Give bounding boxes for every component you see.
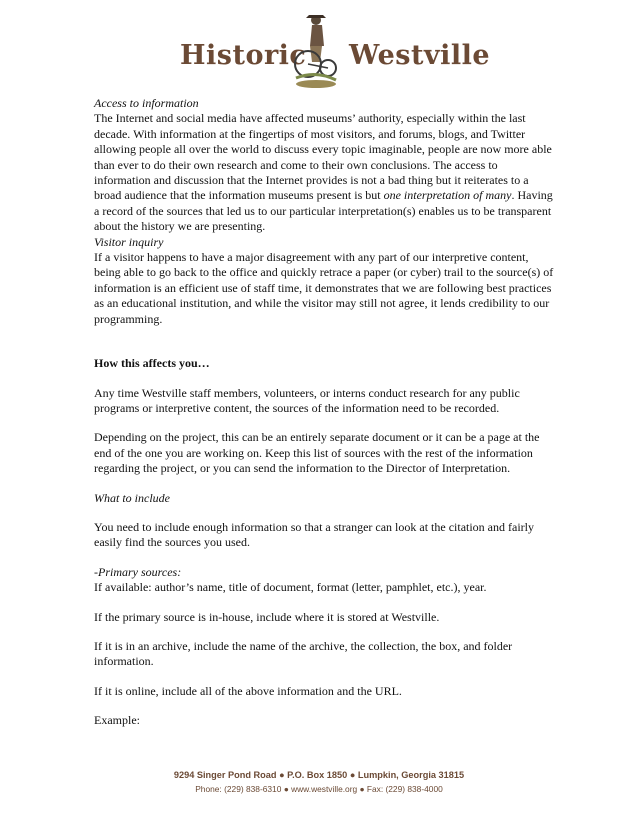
footer-contact: Phone: (229) 838-6310 ● www.westville.org ● Fax: (229) 838-4000 — [195, 784, 443, 794]
paragraph-if-available: If available: author’s name, title of document, format (letter, pamphlet, etc.), year. — [94, 580, 487, 595]
paragraph-depending: Depending on the project, this can be an entirely separate document or it can be a page at the end of the one you are working on. Keep this list of sources with the rest of the information regarding the project, or you can send the information to the Director of Interpretation. — [94, 430, 540, 476]
section-heading-visitor: Visitor inquiry — [94, 234, 164, 249]
paragraph-archive: If it is in an archive, include the name of the archive, the collection, the box, and folder information. — [94, 638, 513, 669]
rider-logo-icon — [286, 12, 346, 90]
document-body — [94, 96, 554, 729]
logo-text-left: Historic — [180, 40, 307, 71]
paragraph-any-time: Any time Westville staff members, volunteers, or interns conduct research for any public programs or interpretive content, the sources of the information need to be recorded. — [94, 385, 520, 415]
heading-what-to-include: What to include — [94, 490, 170, 505]
paragraph-in-house: If the primary source is in-house, include where it is stored at Westville. — [94, 609, 440, 624]
footer-address: 9294 Singer Pond Road ● P.O. Box 1850 ● Lumpkin, Georgia 31815 — [173, 770, 465, 780]
section-heading-access: Access to information — [94, 96, 199, 110]
paragraph-online: If it is online, include all of the above information and the URL. — [94, 683, 402, 698]
example-label: Example: — [94, 713, 140, 728]
paragraph-visitor: If a visitor happens to have a major disagreement with any part of our interpretive content, being able to go back to the office and quickly retrace a paper (or cyber) trail to the source(s) of information is an efficient use of staff time, it demonstrates that we are following best practices as an educational institution, and while the visitor may still not agree, it lends credibility to our programming. — [94, 250, 554, 326]
paragraph-you-need: You need to include enough information so that a stranger can look at the citation and fairly easily find the sources you used. — [94, 519, 534, 550]
primary-sources-label: -Primary sources: — [94, 564, 182, 579]
logo-text-right: Westville — [349, 40, 491, 71]
heading-how-this-affects: How this affects you… — [94, 356, 210, 371]
paragraph-access: The Internet and social media have affected museums’ authority, especially within the last decade. With information at the fingertips of most visitors, and forums, blogs, and Twitter allowing people all over the world to discuss every topic imaginable, people are now more able than ever to do their own research and come to their own conclusions. The access to information and discussion that the Internet provides is not a bad thing but it reiterates to a broad audience that the information museums present is but one interpretation of many. Having a record of the sources that led us to our particular interpretation(s) enables us to be transparent about the history we are presenting. — [94, 111, 553, 234]
